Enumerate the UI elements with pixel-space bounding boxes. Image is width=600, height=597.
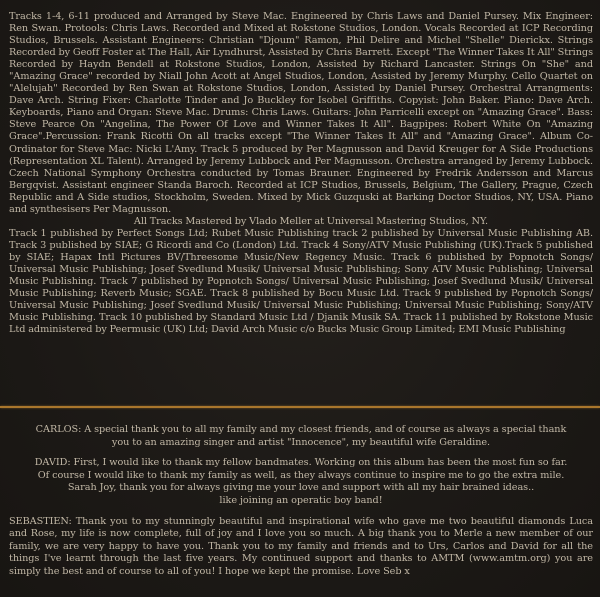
sebastien-thanks-text: SEBASTIEN: Thank you to my stunningly beautiful and inspirational wife who gave me two beautiful diamonds Luca and Rose, my life is now complete, full of joy and I love you so much. A big thank you to Merle a new member of our family, we are very happy to have you. Thank you to my family and friends and to Urs, Carlos and David for all the things I've learnt through the last five years. My continued support and thanks to AMTM (www.amtm.org) you are simply the best and of course to all of you! I hope we kept the promise. Love Seb x (9, 515, 593, 577)
david-thanks-line: Of course I would like to thank my family as well, as they always continue to inspire me to go the extra mile. (37, 469, 565, 481)
publishing-credits: Track 1 published by Perfect Songs Ltd; Rubet Music Publishing track 2 published by Universal Music Publishing AB. Track 3 published by SIAE; G Ricordi and Co (London) Ltd. Track 4 Sony/ATV Music Publishing (UK).Track 5 published by SIAE; Hapax Intl Pictures BV/Threesome Music/New Regency Music. Track 6 published by Popnotch Songs/ Universal Music Publishing; Josef Svedlund Musik/ Universal Music Publishing; Sony ATV Music Publishing; Universal Music Publishing. Track 7 published by Popnotch Songs/ Universal Music Publishing; Josef Svedlund Musik/ Universal Music Publishing; Reverb Music; SGAE. Track 8 published by Bocu Music Ltd. Track 9 published by Popnotch Songs/ Universal Music Publishing; Josef Svedlund Musik/ Universal Music Publishing; Universal Music Publishing; Sony/ATV Music Publishing. Track 10 published by Standard Music Ltd / Djanik Musik SA. Track 11 published by Rokstone Music Ltd administered by Peermusic (UK) Ltd; David Arch Music c/o Bucks Music Group Limited; EMI Music Publishing (9, 227, 593, 336)
david-thanks-line: DAVID: First, I would like to thank my fellow bandmates. Working on this album has been the most fun so far. (34, 457, 568, 469)
carlos-thanks-line: you to an amazing singer and artist "Innocence", my beautiful wife Geraldine. (111, 436, 491, 448)
david-thanks-line: Sarah Joy, thank you for always giving me your love and support with all my hair brained ideas.. (67, 482, 535, 494)
production-credits (9, 11, 593, 336)
david-thanks-line: like joining an operatic boy band! (219, 494, 383, 506)
carlos-thanks (9, 424, 593, 449)
carlos-thanks-line: CARLOS: A special thank you to all my family and my closest friends, and of course as always a special thank (35, 424, 567, 435)
section-divider (0, 406, 600, 408)
mastering-credit: All Tracks Mastered by Vlado Meller at Universal Mastering Studios, NY. (133, 215, 489, 227)
sebastien-thanks (9, 516, 593, 579)
credits-main-text: Tracks 1-4, 6-11 produced and Arranged by Steve Mac. Engineered by Chris Laws and Daniel Pursey. Mix Engineer: Ren Swan. Protools: Chris Laws. Recorded and Mixed at Rokstone Studios, London. Vocals Recorded at ICP Recording Studios, Brussels. Assistant Engineers: Christian "Djoum" Ramon, Phil Delire and Michel "Shelle" Dierickx. Strings Recorded by Geoff Foster at The Hall, Air Lyndhurst, Assisted by Chris Barrett. Except "The Winner Takes It All" Strings Recorded by Haydn Bendell at Rokstone Studios, London, Assisted by Richard Lancaster. Strings On "She" and "Amazing Grace" recorded by Niall John Acott at Angel Studios, London, Assisted by Jeremy Murphy. Cello Quartet on "Alelujah" Recorded by Ren Swan at Rokstone Studios, London, Assisted by Daniel Pursey. Orchestral Arrangments: Dave Arch. String Fixer: Charlotte Tinder and Jo Buckley for Isobel Griffiths. Copyist: John Baker. Piano: Dave Arch. Keyboards, Piano and Organ: Steve Mac. Drums: Chris Laws. Guitars: John Parricelli except on "Amazing Grace". Bass: Steve Pearce On "Angelina, The Power Of Love and Winner Takes It All". Bagpipes: Robert White On "Amazing Grace".Percussion: Frank Ricotti On all tracks except "The Winner Takes It All" and "Amazing Grace". Album Co-Ordinator for Steve Mac: Nicki L'Amy. Track 5 produced by Per Magnusson and David Kreuger for A Side Productions (Representation XL Talent). Arranged by Jeremy Lubbock and Per Magnusson. Orchestra arranged by Jeremy Lubbock. Czech National Symphony Orchestra conducted by Tomas Brauner. Engineered by Fredrik Andersson and Marcus Bergqvist. Assistant engineer Standa Baroch. Recorded at ICP Studios, Brussels, Belgium, The Gallery, Prague, Czech Republic and A Side studios, Stockholm, Sweden. Mixed by Mick Guzquski at Barking Doctor Studios, NY, USA. Piano and synthesisers Per Magnusson. (9, 11, 593, 215)
thank-you-section (9, 424, 593, 587)
david-thanks (9, 457, 593, 507)
